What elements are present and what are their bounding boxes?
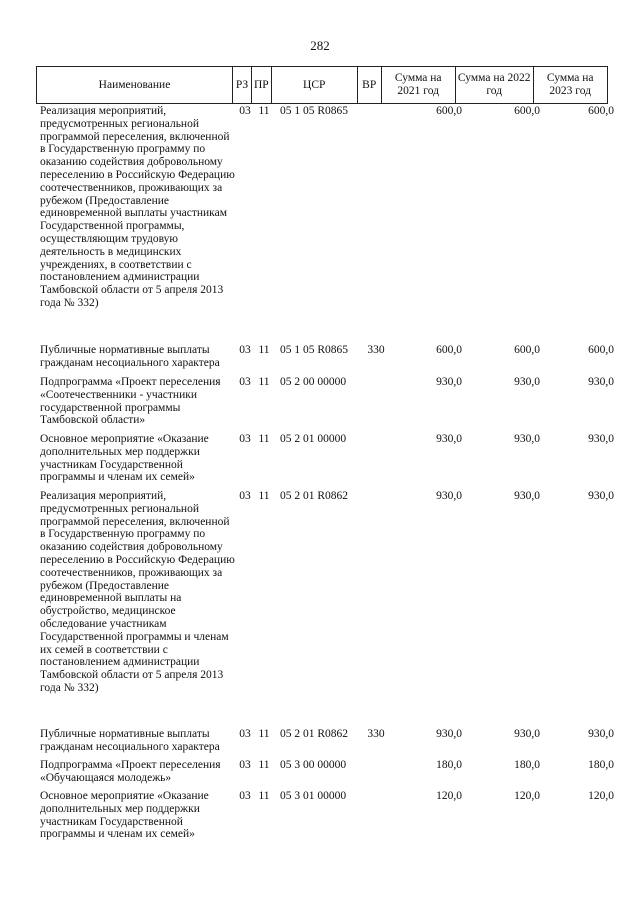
row-sum-2022: 930,0 (514, 728, 540, 740)
header-csr: ЦСР (271, 67, 357, 104)
row-name: Подпрограмма «Проект переселения «Обучающаяся молодежь» (40, 759, 221, 784)
page-number: 282 (310, 38, 330, 53)
row-name: Подпрограмма «Проект переселения «Соотечественники - участники государственной программы Тамбовской области» (40, 376, 221, 427)
row-sum-2023: 930,0 (588, 728, 614, 740)
row-csr: 05 2 00 00000 (280, 376, 347, 388)
row-sum-2021: 120,0 (436, 790, 462, 802)
row-pr: 11 (258, 728, 270, 740)
row-csr: 05 3 01 00000 (280, 790, 347, 802)
row-sum-2023: 180,0 (588, 759, 614, 771)
row-name: Публичные нормативные выплаты гражданам несоциального характера (40, 728, 220, 753)
row-pr: 11 (258, 759, 270, 771)
row-sum-2023: 600,0 (588, 344, 614, 356)
row-sum-2023: 930,0 (588, 490, 614, 502)
row-pr: 11 (258, 344, 270, 356)
row-rz: 03 (239, 790, 251, 802)
row-sum-2022: 930,0 (514, 490, 540, 502)
row-sum-2023: 600,0 (588, 105, 614, 117)
row-sum-2023: 930,0 (588, 433, 614, 445)
row-rz: 03 (239, 728, 251, 740)
table-header (36, 66, 608, 104)
row-rz: 03 (239, 433, 251, 445)
row-csr: 05 3 00 00000 (280, 759, 347, 771)
header-vr: ВР (357, 67, 381, 104)
row-vr: 330 (367, 728, 385, 740)
row-pr: 11 (258, 433, 270, 445)
row-sum-2023: 930,0 (588, 376, 614, 388)
row-sum-2021: 600,0 (436, 344, 462, 356)
row-csr: 05 2 01 R0862 (280, 490, 349, 502)
header-sum-2023: Сумма на 2023 год (533, 67, 607, 104)
row-rz: 03 (239, 105, 251, 117)
row-pr: 11 (258, 490, 270, 502)
header-name: Наименование (37, 67, 233, 104)
row-sum-2023: 120,0 (588, 790, 614, 802)
row-csr: 05 2 01 00000 (280, 433, 347, 445)
row-sum-2021: 930,0 (436, 728, 462, 740)
row-sum-2021: 930,0 (436, 376, 462, 388)
header-sum-2022: Сумма на 2022 год (455, 67, 533, 104)
row-name: Основное мероприятие «Оказание дополнительных мер поддержки участникам Государственной программы и членам их семей» (40, 433, 209, 484)
row-sum-2021: 180,0 (436, 759, 462, 771)
row-sum-2021: 930,0 (436, 490, 462, 502)
row-rz: 03 (239, 344, 251, 356)
row-sum-2022: 120,0 (514, 790, 540, 802)
header-sum-2021: Сумма на 2021 год (381, 67, 455, 104)
row-sum-2022: 930,0 (514, 376, 540, 388)
row-sum-2022: 180,0 (514, 759, 540, 771)
row-name: Реализация мероприятий, предусмотренных региональной программой переселения, включенной в Государственную программу по оказанию содействия добровольному переселению в Российскую Федерацию соотечественников, проживающих за рубежом (Предоставление единовременной выплаты на обустройство, медицинское обследование участникам Государственной программы и членам их семей в соответствии с постановлением администрации Тамбовской области от 5 апреля 2013 года № 332) (40, 490, 235, 694)
row-pr: 11 (258, 105, 270, 117)
row-vr: 330 (367, 344, 385, 356)
row-rz: 03 (239, 759, 251, 771)
row-csr: 05 1 05 R0865 (280, 105, 349, 117)
header-pr: ПР (252, 67, 272, 104)
row-name: Основное мероприятие «Оказание дополнительных мер поддержки участникам Государственной программы и членам их семей» (40, 790, 209, 841)
row-sum-2022: 600,0 (514, 344, 540, 356)
row-rz: 03 (239, 490, 251, 502)
row-csr: 05 2 01 R0862 (280, 728, 349, 740)
row-sum-2022: 600,0 (514, 105, 540, 117)
row-pr: 11 (258, 790, 270, 802)
row-sum-2021: 600,0 (436, 105, 462, 117)
header-rz: РЗ (233, 67, 252, 104)
row-sum-2022: 930,0 (514, 433, 540, 445)
row-pr: 11 (258, 376, 270, 388)
row-csr: 05 1 05 R0865 (280, 344, 349, 356)
row-name: Публичные нормативные выплаты гражданам несоциального характера (40, 344, 220, 369)
row-rz: 03 (239, 376, 251, 388)
row-name: Реализация мероприятий, предусмотренных региональной программой переселения, включенной в Государственную программу по оказанию содействия добровольному переселению в Российскую Федерацию соотечественников, проживающих за рубежом (Предоставление единовременной выплаты участникам Государственной программы, осуществляющим трудовую деятельность в медицинских учреждениях, в соответствии с постановлением администрации Тамбовской области от 5 апреля 2013 года № 332) (40, 105, 235, 309)
row-sum-2021: 930,0 (436, 433, 462, 445)
